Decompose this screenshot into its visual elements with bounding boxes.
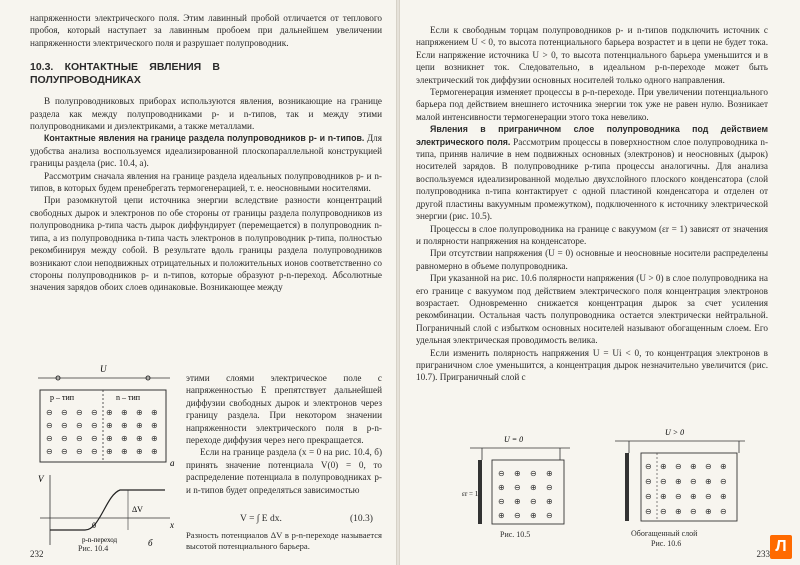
n-type-label: n – тип — [116, 393, 141, 402]
charge-sign: ⊕ — [675, 507, 682, 516]
page-number: 233 — [756, 549, 770, 559]
charge-sign: ⊕ — [136, 408, 143, 417]
charge-sign: ⊖ — [720, 507, 727, 516]
charge-sign: ⊖ — [720, 477, 727, 486]
charge-sign: ⊖ — [645, 492, 652, 501]
charge-sign: ⊕ — [498, 511, 505, 520]
charge-sign: ⊕ — [530, 511, 537, 520]
charge-sign: ⊖ — [91, 421, 98, 430]
paragraph: Разность потенциалов ΔV в p-n-переходе называется высотой потенциального барьера. — [186, 530, 382, 551]
figure-caption: Рис. 10.4 — [78, 544, 109, 553]
paragraph — [416, 123, 768, 222]
charge-sign: ⊖ — [514, 483, 521, 492]
charge-sign: ⊕ — [121, 421, 128, 430]
charge-sign: ⊕ — [675, 477, 682, 486]
charge-sign: ⊕ — [705, 477, 712, 486]
paragraph: Если к свободным торцам полупроводников p- и n-типов подключить источник с напряжением U < 0, то высота потенциального барьера возрастет и в цепи не будет тока. Если напряжение источника U > 0, то высота потенциального барьера уменьшится и в цепи возникнет ток. Следовательно, в идеальном p-n-переходе может быть электрический ток диффузии основных носителей только одного направления. — [416, 25, 768, 85]
charge-sign: ⊖ — [46, 434, 53, 443]
charge-sign: ⊕ — [705, 507, 712, 516]
charge-sign: ⊖ — [61, 447, 68, 456]
figure-10-6-drawing — [605, 425, 755, 533]
charge-sign: ⊖ — [660, 477, 667, 486]
paragraph: Термогенерация изменяет процессы в p-n-переходе. При увеличении потенциального барьера под действием внешнего источника энергии ток уже не равен нулю. Возникает малой интенсивности термогенерации этого тока невелико. — [416, 87, 768, 122]
paragraph: этими слоями электрическое поле с напряженностью E препятствует дальнейшей диффузии свободных дырок и электронов через границу раздела. При некотором значении напряженности электрического поля в p-n-переходе диффузия через него прекращается. — [186, 373, 382, 446]
charge-sign: ⊖ — [645, 507, 652, 516]
page-number: 232 — [30, 549, 44, 559]
charge-sign: ⊖ — [76, 447, 83, 456]
right-page — [400, 0, 800, 565]
charge-sign: ⊕ — [660, 462, 667, 471]
zero-label: 0 — [92, 521, 96, 530]
charge-sign: ⊕ — [660, 492, 667, 501]
charge-sign: ⊖ — [660, 507, 667, 516]
charge-sign: ⊖ — [91, 434, 98, 443]
charge-sign: ⊕ — [690, 462, 697, 471]
charge-sign: ⊖ — [46, 447, 53, 456]
charge-sign: ⊖ — [690, 477, 697, 486]
figure-caption: Рис. 10.5 — [500, 530, 531, 539]
charge-sign: ⊕ — [720, 462, 727, 471]
enriched-layer-label: Обогащенный слой — [631, 529, 698, 538]
paragraph: Если изменить полярность напряжения U = Ui < 0, то концентрация электронов в приграничном слое уменьшится, а концентрация дырок незначительно увеличится (рис. 10.7). Приграничный слой с — [416, 347, 768, 383]
left-page — [0, 0, 396, 565]
left-text-column — [30, 12, 382, 294]
publisher-logo: Л — [770, 535, 792, 559]
charge-sign: ⊕ — [151, 408, 158, 417]
left-text-column-cont — [186, 372, 382, 496]
charge-sign: ⊖ — [61, 421, 68, 430]
charge-sign: ⊖ — [498, 469, 505, 478]
paragraph-text: Для удобства анализа воспользуемся идеализированной плоскопараллельной конструкцией границы раздела (рис. 10.4, а). — [30, 133, 382, 169]
charge-sign: ⊕ — [136, 421, 143, 430]
figure-10-5-drawing — [460, 430, 580, 530]
figure-10-6 — [605, 425, 755, 548]
charge-sign: ⊖ — [514, 511, 521, 520]
charge-sign: ⊕ — [720, 492, 727, 501]
paragraph: напряженности электрического поля. Этим лавинный пробой отличается от теплового пробоя, который наступает за лавинным пробоем при дальнейшем увеличении напряженности электрического поля и разрушает полупроводник. — [30, 13, 382, 48]
x-axis-label: x — [170, 520, 174, 530]
figure-caption: Рис. 10.6 — [651, 539, 682, 548]
charge-sign: ⊖ — [91, 447, 98, 456]
voltage-label: U — [100, 364, 107, 374]
voltage-label: U > 0 — [665, 428, 685, 437]
paragraph: Рассмотрим сначала явления на границе раздела идеальных полупроводников p- и n-типов, в которых будем пренебрегать термогенерацией, т. е. неосновными носителями. — [30, 170, 382, 194]
paragraph: При отсутствии напряжения (U = 0) основные и неосновные носители распределены равномерно в объеме полупроводника. — [416, 248, 768, 271]
charge-sign: ⊕ — [136, 447, 143, 456]
charge-sign: ⊕ — [106, 434, 113, 443]
charge-sign: ⊖ — [46, 408, 53, 417]
charge-sign: ⊕ — [106, 421, 113, 430]
charge-sign: ⊕ — [514, 469, 521, 478]
paragraph: Если на границе раздела (x = 0 на рис. 10.4, б) принять значение потенциала V(0) = 0, то распределение потенциала в полупроводниках p- и n-типов будет определяться зависимостью — [186, 447, 382, 495]
charge-sign: ⊕ — [514, 497, 521, 506]
paragraph — [30, 132, 382, 169]
charge-sign: ⊖ — [546, 483, 553, 492]
charge-sign: ⊖ — [645, 462, 652, 471]
paragraph-heading: Явления в приграничном слое полупроводника под действием электрического поля. — [416, 124, 768, 147]
delta-v-label: ΔV — [132, 505, 143, 514]
charge-sign: ⊕ — [151, 447, 158, 456]
section-heading: 10.3. КОНТАКТНЫЕ ЯВЛЕНИЯ В ПОЛУПРОВОДНИКАХ — [30, 61, 220, 87]
permittivity-label: εr = 1 — [462, 490, 479, 498]
figure-10-5 — [460, 430, 580, 540]
charge-sign: ⊕ — [121, 408, 128, 417]
charge-sign: ⊕ — [151, 434, 158, 443]
potential-axis-label: V — [38, 474, 44, 484]
paragraph-text: Рассмотрим процессы в поверхностном слое полупроводника n-типа, приняв наличие в нем подвижных основных (электронов) и неосновных (дырок) носителей зарядов. В полупроводнике p-типа процессы аналогичны. Для анализа воспользуемся идеализированной моделью двухслойного плоского конденсатора (слой полупроводника n-типа контактирует с одной пластиной конденсатора и отделен от другой пластины вакуумным промежутком), подключенного к источнику электрической энергии (рис. 10.5). — [416, 136, 769, 222]
charge-sign: ⊕ — [546, 469, 553, 478]
charge-sign: ⊕ — [106, 447, 113, 456]
charge-sign: ⊕ — [121, 447, 128, 456]
fig-b-label: б — [148, 538, 153, 548]
paragraph: При указанной на рис. 10.6 полярности напряжения (U > 0) в слое полупроводника на его границе с вакуумом под действием электрического поля концентрация электронов возрастает. Одновременно снижается концентрация дырок за счет усиления рекомбинации. Остальная часть полупроводника остается электрически нейтральной. Пограничный слой с избытком основных носителей называют обогащенным слоем. Его удельная электрическая проводимость велика. — [416, 273, 768, 346]
charge-sign: ⊖ — [530, 469, 537, 478]
charge-sign: ⊖ — [91, 408, 98, 417]
p-type-label: p – тип — [50, 393, 75, 402]
charge-sign: ⊖ — [546, 511, 553, 520]
voltage-label: U = 0 — [504, 435, 524, 444]
charge-sign: ⊕ — [106, 408, 113, 417]
charge-sign: ⊖ — [705, 492, 712, 501]
right-text-column — [416, 24, 768, 384]
figure-10-4 — [30, 360, 180, 553]
left-final-paragraph — [186, 530, 382, 551]
paragraph-heading: Контактные явления на границе раздела полупроводников p- и n-типов. — [44, 133, 365, 144]
charge-sign: ⊕ — [151, 421, 158, 430]
charge-sign: ⊖ — [675, 492, 682, 501]
formula-body: V = ∫ E dx. — [240, 514, 282, 524]
charge-sign: ⊕ — [530, 483, 537, 492]
charge-sign: ⊕ — [690, 492, 697, 501]
charge-sign: ⊕ — [121, 434, 128, 443]
charge-sign: ⊖ — [645, 477, 652, 486]
charge-sign: ⊕ — [136, 434, 143, 443]
charge-sign: ⊖ — [690, 507, 697, 516]
charge-sign: ⊕ — [546, 497, 553, 506]
charge-sign: ⊕ — [498, 483, 505, 492]
charge-sign: ⊖ — [76, 421, 83, 430]
charge-sign: ⊖ — [675, 462, 682, 471]
figure-10-4-drawing — [30, 360, 180, 550]
paragraph: Процессы в слое полупроводника на границе с вакуумом (εr = 1) зависят от значения и полярности напряжения на конденсаторе. — [416, 223, 768, 246]
charge-sign: ⊖ — [61, 434, 68, 443]
charge-sign: ⊖ — [46, 421, 53, 430]
paragraph: При разомкнутой цепи источника энергии вследствие разности концентраций свободных дырок и электронов по обе стороны от границы раздела полупроводников из полупроводника p-типа часть дырок диффундирует (перемещается) в полупроводник n-типа, а из полупроводника n-типа часть электронов в полупроводник p-типа, полностью рекомбинируя между собой. В результате вдоль границы раздела полупроводников возникают слои неподвижных отрицательных и положительных ионов соответственно со стороны полупроводников p- и n-типов, которые образуют p-n-переход. Абсолютные значения зарядов обоих слоев одинаковые. Возникающее между — [30, 195, 382, 293]
charge-sign: ⊖ — [498, 497, 505, 506]
formula-10-3 — [240, 514, 373, 524]
charge-sign: ⊖ — [76, 408, 83, 417]
charge-sign: ⊖ — [76, 434, 83, 443]
fig-a-label: а — [170, 458, 175, 468]
charge-sign: ⊖ — [530, 497, 537, 506]
formula-number: (10.3) — [350, 514, 373, 524]
junction-label: p-n-переход — [82, 536, 118, 544]
charge-sign: ⊖ — [705, 462, 712, 471]
paragraph: В полупроводниковых приборах используются явления, возникающие на границе раздела как между полупроводниками p- и n-типов, так и между этими полупроводниками и диэлектриками, а также металлами. — [30, 96, 382, 132]
charge-sign: ⊖ — [61, 408, 68, 417]
